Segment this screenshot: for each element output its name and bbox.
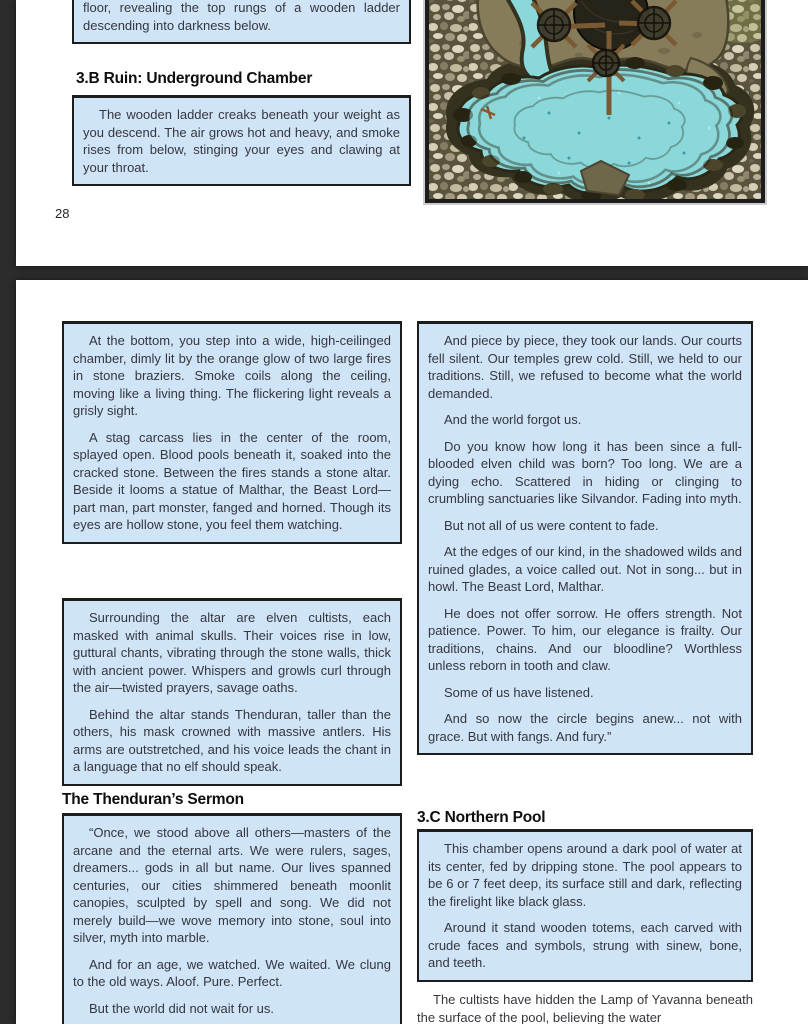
paragraph: And piece by piece, they took our lands. Our courts fell silent. Our temples grew cold. Still, we held to our traditions. Still, we refused to become what the world demanded. bbox=[428, 333, 742, 401]
paragraph: floor, revealing the top rungs of a wooden ladder descending into darkness below. bbox=[83, 0, 400, 33]
readaloud-box-sermon-continued bbox=[417, 321, 753, 755]
map-web-wheel-right bbox=[638, 7, 670, 39]
readaloud-box-trapdoor bbox=[72, 0, 411, 44]
paragraph: Around it stand wooden totems, each carved with crude faces and symbols, strung with sinew, bone, and teeth. bbox=[428, 920, 742, 970]
body-text-lamp bbox=[417, 991, 753, 1024]
paragraph: But not all of us were content to fade. bbox=[444, 517, 659, 533]
map-web-wheel-center bbox=[593, 50, 619, 76]
readaloud-box-chamber bbox=[62, 321, 402, 544]
section-heading-3c: 3.C Northern Pool bbox=[417, 809, 546, 826]
readaloud-box-cultists bbox=[62, 598, 402, 786]
paragraph: A stag carcass lies in the center of the room, splayed open. Blood pools beneath it, soaked into the cracked stone. Between the fires stands a stone altar. Beside it looms a statue of Malthar, the Beast Lord—part man, part monster, fanged and horned. Though its eyes are hollow stone, you feel them watching. bbox=[73, 429, 391, 532]
paragraph: The wooden ladder creaks beneath your weight as you descend. The air grows hot and heavy, and smoke rises from below, stinging your eyes and clawing at your throat. bbox=[83, 107, 400, 175]
section-heading-sermon: The Thenduran’s Sermon bbox=[62, 791, 244, 808]
dungeon-map-image bbox=[425, 0, 765, 203]
dungeon-map-graphic bbox=[429, 0, 761, 199]
paragraph: And for an age, we watched. We waited. We clung to the old ways. Aloof. Pure. Perfect. bbox=[73, 956, 391, 989]
paragraph: At the bottom, you step into a wide, high-ceilinged chamber, dimly lit by the orange glow of two large fires in stone braziers. Smoke coils along the ceiling, moving like a living thing. The flickering light reveals a grisly sight. bbox=[73, 333, 391, 418]
page-28 bbox=[16, 0, 808, 266]
paragraph: And so now the circle begins anew... not with grace. But with fangs. And fury.” bbox=[428, 711, 742, 744]
paragraph: He does not offer sorrow. He offers strength. Not patience. Power. To him, our elegance is frailty. Our traditions, chains. And our bloodline? Worthless unless reborn in tooth and claw. bbox=[428, 605, 742, 673]
paragraph: But the world did not wait for us. bbox=[89, 1000, 274, 1016]
paragraph: Behind the altar stands Thenduran, taller than the others, his mask crowned with massive antlers. His arms are outstretched, and his voice leads the chant in a language that no elf should speak. bbox=[73, 706, 391, 774]
paragraph: Some of us have listened. bbox=[444, 684, 594, 700]
page-29 bbox=[16, 280, 808, 1024]
readaloud-box-sermon bbox=[62, 813, 402, 1024]
paragraph: At the edges of our kind, in the shadowed wilds and ruined glades, a voice called out. Not in song... but in howl. The Beast Lord, Malthar. bbox=[428, 544, 742, 594]
paragraph: “Once, we stood above all others—masters of the arcane and the eternal arts. We were rulers, sages, dreamers... gods in all but name. Our lives spanned centuries, our cities shimmered beneath moonlit canopies, sculpted by spell and song. We did not merely build—we wove memory into stone, soul into silver, myth into marble. bbox=[73, 825, 391, 945]
paragraph: Do you know how long it has been since a full-blooded elven child was born? Too long. We are a dying echo. Scattered in hiding or clinging to crumbling sanctuaries like Silvandor. Fading into myth. bbox=[428, 438, 742, 506]
map-web-wheel-left bbox=[538, 9, 570, 41]
readaloud-box-pool bbox=[417, 829, 753, 982]
paragraph: The cultists have hidden the Lamp of Yavanna beneath the surface of the pool, believing the water bbox=[417, 992, 753, 1024]
page-number: 28 bbox=[55, 206, 70, 221]
paragraph: And the world forgot us. bbox=[444, 412, 582, 427]
readaloud-box-ladder bbox=[72, 95, 411, 186]
paragraph: Surrounding the altar are elven cultists, each masked with animal skulls. Their voices rise in low, guttural chants, vibrating through the stone walls, thick with ancient power. Whispers and growls curl through the air—twisted prayers, savage oaths. bbox=[73, 610, 391, 695]
section-heading-3b: 3.B Ruin: Underground Chamber bbox=[76, 70, 313, 87]
paragraph: This chamber opens around a dark pool of water at its center, fed by dripping stone. The pool appears to be 6 or 7 feet deep, its surface still and dark, reflecting the firelight like black glass. bbox=[428, 841, 742, 909]
